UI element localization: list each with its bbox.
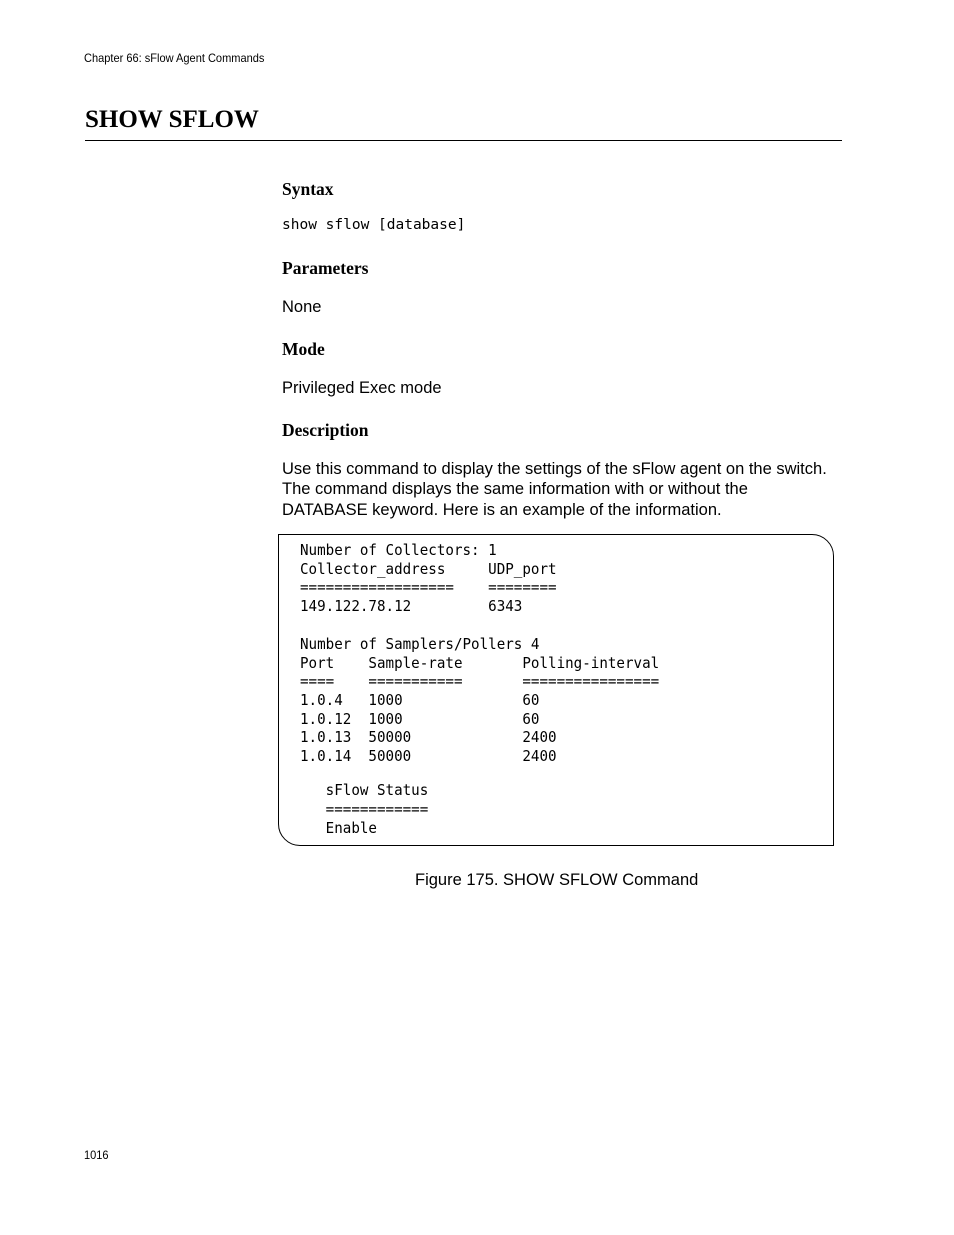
running-header: Chapter 66: sFlow Agent Commands xyxy=(84,51,265,65)
code-line: Collector_address UDP_port xyxy=(300,561,557,578)
description-line: Use this command to display the settings of the sFlow agent on the switch. xyxy=(282,460,827,478)
description-line: The command displays the same information with or without the xyxy=(282,480,748,498)
code-line: Port Sample-rate Polling-interval xyxy=(300,655,660,672)
code-line: ============ xyxy=(300,801,429,818)
mode-text: Privileged Exec mode xyxy=(282,379,442,397)
code-line: 1.0.4 1000 60 xyxy=(300,692,540,709)
code-line: ==== =========== ================ xyxy=(300,673,660,690)
page-number: 1016 xyxy=(84,1148,109,1162)
syntax-heading: Syntax xyxy=(282,179,334,199)
title-rule xyxy=(85,140,842,141)
code-line: 1.0.13 50000 2400 xyxy=(300,729,557,746)
code-line: Number of Collectors: 1 xyxy=(300,542,497,559)
mode-heading: Mode xyxy=(282,339,325,359)
description-line: DATABASE keyword. Here is an example of the information. xyxy=(282,501,722,519)
description-heading: Description xyxy=(282,420,369,440)
code-line: 1.0.12 1000 60 xyxy=(300,711,540,728)
code-line: 149.122.78.12 6343 xyxy=(300,598,523,615)
code-line: ================== ======== xyxy=(300,579,557,596)
code-line: Number of Samplers/Pollers 4 xyxy=(300,636,540,653)
parameters-text: None xyxy=(282,298,322,316)
figure-caption: Figure 175. SHOW SFLOW Command xyxy=(415,871,699,889)
code-line: 1.0.14 50000 2400 xyxy=(300,748,557,765)
code-line: sFlow Status xyxy=(300,782,429,799)
syntax-command: show sflow [database] xyxy=(282,217,466,233)
code-example-box xyxy=(278,534,834,846)
parameters-heading: Parameters xyxy=(282,258,369,278)
page-title: SHOW SFLOW xyxy=(85,106,259,133)
code-line: Enable xyxy=(300,820,377,837)
